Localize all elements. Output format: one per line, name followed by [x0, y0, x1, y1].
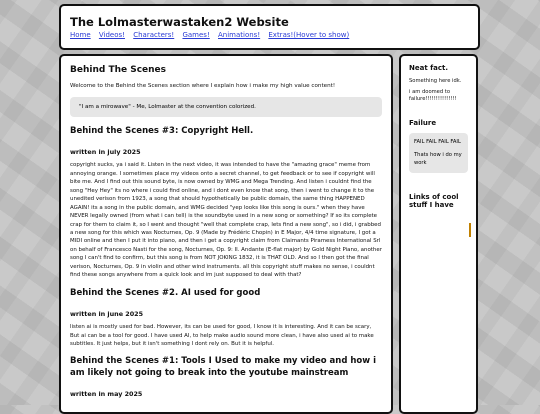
sidebar	[399, 54, 478, 414]
nav-link-characters[interactable]: Characters!	[133, 31, 175, 39]
sidebar-heading-neat-fact: Neat fact.	[409, 64, 449, 72]
sidebar-heading-failure: Failure	[409, 119, 437, 128]
failure-line: Thats how i do my work	[414, 151, 462, 166]
post-date: written in may 2025	[70, 390, 143, 399]
post-date: written in july 2025	[70, 148, 141, 157]
post-body: copyright sucks, ya i said it. Listen in the next video, it was intended to have the "amazing grace" meme from annoying orange. I sometimes place my videos onto a secret channel, to get feedback or to see if copyright will bite me. And I find out this sound byte, is now owned by WMG and Mega Trending. And listen i couldnt find the song "Hey Hey" its no where i could find online, and i dont even know that song, then i went to change it to the unedited verison from 1923, a song that should hypothetically be public domain, the same thing HAPPENED AGAIN! its a song in the public domain, and WMG decided "yep looks like this song is ours." when they have NEVER legally owned (from what i can tell) is the soundbyte used in a new song or something? If so its complete crap for them to claim it, so I went and thought "well that complete crap, lets find a new song", so i did, i grabbed a new song for this which was Nocturnes, Op. 9 (Made by Frédéric Chopin) in E Major, 4/4 time signature, I got a MIDI online and then I put it into piano, and then i get a copyright claim from Claimants Piramess International Srl on behalf of Francesco Nasti for the song, Nocturnes, Op. 9: II. Andante (E-flat major) by Gold Night Piano, another song I can't find to confirm, but this song is from NOT JOKING 1832, it is THAT OLD. And so I then got the final verison, Nocturnes, Op. 9 in violin and other wind instruments. all this copyright stuff makes no sense, i couldnt find these songs anywhere from a quick look and im just supposed to deal with that?	[70, 162, 382, 279]
site-header	[59, 4, 480, 50]
sidebar-heading-links: Links of cool stuff I have	[409, 193, 459, 210]
nav-bar	[70, 31, 355, 39]
post-date: written in june 2025	[70, 310, 144, 319]
scroll-marker	[469, 223, 471, 237]
intro-text: Welcome to the Behind the Scenes section where I explain how i make my high value content!	[70, 83, 336, 89]
nav-link-animations[interactable]: Animations!	[218, 31, 261, 39]
sidebar-text: Something here idk.	[409, 78, 462, 84]
nav-link-extras[interactable]: Extras!(Hover to show)	[268, 31, 350, 39]
main-content	[59, 54, 393, 414]
nav-link-games[interactable]: Games!	[182, 31, 210, 39]
site-title: The Lolmasterwastaken2 Website	[70, 15, 289, 29]
post-title: Behind the Scenes #1: Tools I Used to make my video and how i am likely not going to break into the youtube mainstream	[70, 356, 376, 378]
nav-link-home[interactable]: Home	[70, 31, 91, 39]
nav-link-videos[interactable]: Videos!	[98, 31, 125, 39]
page-title: Behind The Scenes	[70, 65, 167, 75]
post-title: Behind the Scenes #3: Copyright Hell.	[70, 126, 254, 136]
post-title: Behind the Scenes #2. AI used for good	[70, 287, 261, 298]
post-body: listen ai is mostly used for bad. However, its can be used for good, I know it is interesting. And it can be scary, But ai can be a tool for good. I have used AI, to help make audio sound more clean, i have also used ai to make subtitles. It just helps, but it isn't something I dont rely on. But it is helpful.	[70, 324, 374, 347]
sidebar-text: i am doomed to failure!!!!!!!!!!!!!!!	[409, 89, 457, 103]
failure-box	[409, 133, 468, 173]
quote-box: "I am a mirowave" - Me, Lolmaster at the convention colorized.	[70, 97, 382, 117]
failure-line: FAIL FAIL FAIL FAIL	[414, 139, 461, 146]
